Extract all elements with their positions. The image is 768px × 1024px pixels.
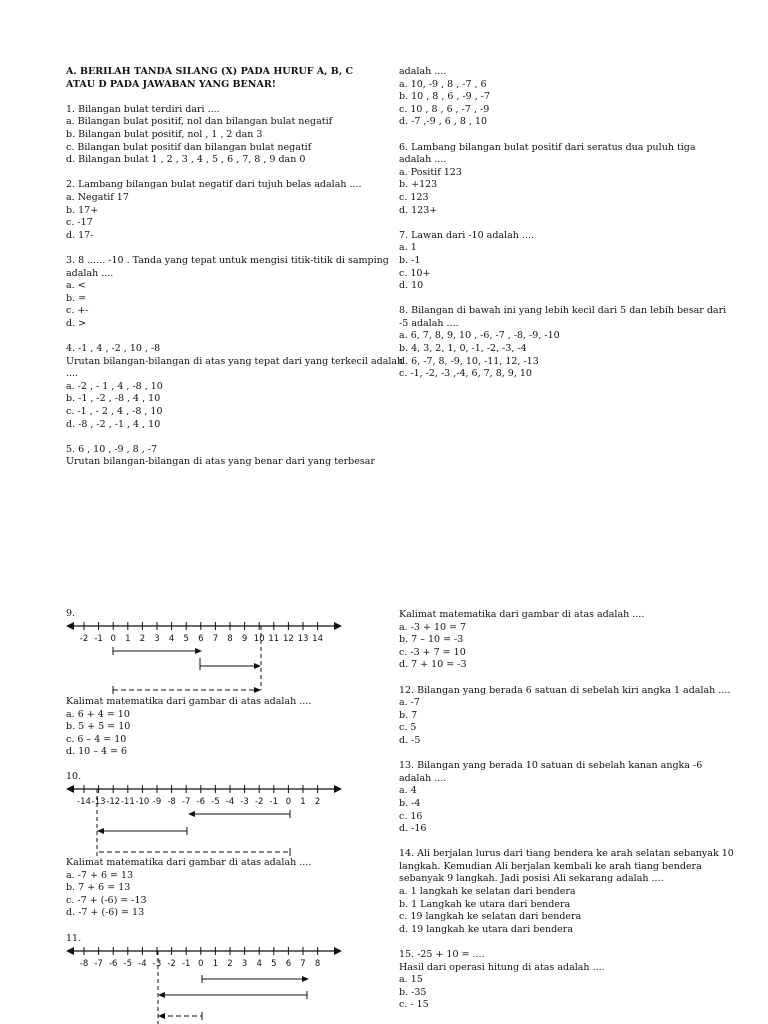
option-b[interactable]: b. 7 – 10 = -3	[399, 634, 464, 646]
tick-label: -13	[91, 797, 106, 807]
option-c[interactable]: c. - 15	[399, 999, 429, 1011]
option-b[interactable]: b. -35	[399, 986, 427, 998]
tick-label: 6	[285, 959, 292, 969]
option-c[interactable]: c. Bilangan bulat positif dan bilangan bulat negatif	[66, 141, 312, 153]
option-c[interactable]: c. -3 + 7 = 10	[399, 646, 466, 658]
question-4	[66, 343, 404, 431]
option-a[interactable]: a. 10, -9 , 8 , -7 , 6	[399, 78, 487, 90]
option-c[interactable]: c. 5	[399, 722, 417, 734]
question-13	[399, 760, 729, 836]
option-a[interactable]: a. 6, 7, 8, 9, 10 , -6, -7 , -8, -9, -10	[399, 330, 560, 342]
option-c[interactable]: c. 19 langkah ke selatan dari bendera	[399, 911, 582, 923]
tick-label: 8	[314, 959, 321, 969]
option-d[interactable]: d. -5	[399, 734, 421, 746]
question-9-label: 9.	[66, 608, 76, 619]
tick-label: -8	[79, 959, 89, 969]
question-7	[399, 230, 719, 293]
option-a[interactable]: a. 15	[399, 974, 423, 986]
option-c[interactable]: c. +-	[66, 305, 89, 317]
question-1	[66, 104, 386, 167]
option-a[interactable]: a. Negatif 17	[66, 191, 129, 203]
tick-label: -11	[120, 797, 135, 807]
tick-label: 10	[253, 634, 265, 644]
option-d[interactable]: d. 123+	[399, 204, 438, 216]
option-a[interactable]: a. Bilangan bulat positif, nol dan bilangan bulat negatif	[66, 116, 333, 128]
question-15-stem: 15. -25 + 10 = ....	[399, 949, 485, 961]
option-a[interactable]: a. -2 , - 1 , 4 , -8 , 10	[66, 380, 163, 392]
question-6	[399, 142, 719, 218]
option-a[interactable]: a. Positif 123	[399, 166, 462, 178]
question-4-stem-dots: ....	[66, 368, 79, 380]
axis-arrow-left	[66, 947, 74, 955]
question-14	[399, 848, 734, 936]
question-1-stem: 1. Bilangan bulat terdiri dari ....	[66, 103, 220, 115]
tick-label: 5	[271, 959, 277, 969]
number-line-11	[66, 943, 346, 1024]
tick-label: 0	[285, 797, 292, 807]
axis-arrow-left	[66, 622, 74, 630]
number-line-10	[66, 781, 346, 859]
arrowhead-2	[158, 992, 165, 998]
question-11-options	[399, 609, 729, 672]
option-d[interactable]: d. -16	[399, 823, 427, 835]
option-c[interactable]: c. 10+	[399, 267, 431, 279]
tick-label: -2	[167, 959, 176, 969]
option-d[interactable]: d. -7 + (-6) = 13	[66, 907, 145, 919]
option-a[interactable]: a. 1	[399, 242, 417, 254]
tick-label: -1	[269, 797, 279, 807]
question-12-stem: 12. Bilangan yang berada 6 satuan di sebelah kiri angka 1 adalah ....	[399, 684, 731, 696]
number-line-9	[66, 618, 346, 696]
axis-arrow-left	[66, 785, 74, 793]
tick-label: -8	[167, 797, 176, 807]
tick-label: 11	[268, 634, 280, 644]
option-b[interactable]: b. Bilangan bulat positif, nol , 1 , 2 dan 3	[66, 128, 263, 140]
option-d[interactable]: d. 17-	[66, 229, 94, 241]
question-10-stem: Kalimat matematika dari gambar di atas adalah ....	[66, 857, 312, 868]
right-column-top	[399, 66, 727, 381]
left-column-top	[66, 66, 404, 469]
option-d[interactable]: d. 10	[399, 280, 424, 292]
tick-label: -10	[135, 797, 150, 807]
question-13-stem: 13. Bilangan yang berada 10 satuan di sebelah kanan angka -6	[399, 760, 703, 772]
tick-label: -5	[211, 797, 220, 807]
arrowhead-1	[188, 811, 195, 817]
question-11-label: 11.	[66, 933, 82, 944]
question-7-stem: 7. Lawan dari -10 adalah ....	[399, 229, 534, 241]
tick-label: -7	[181, 797, 191, 807]
question-5-stem: 5. 6 , 10 , -9 , 8 , -7	[66, 443, 158, 455]
option-b[interactable]: b. 7 + 6 = 13	[66, 882, 131, 894]
tick-label: -4	[138, 959, 147, 969]
arrowhead-2	[97, 828, 104, 834]
option-d[interactable]: d. -8 , -2 , -1 , 4 , 10	[66, 418, 161, 430]
question-10-label: 10.	[66, 771, 82, 782]
axis-arrow-right	[334, 622, 342, 630]
tick-label: 1	[125, 634, 131, 644]
axis-arrow-right	[334, 785, 342, 793]
question-10-options	[66, 857, 311, 920]
option-a[interactable]: a. -7 + 6 = 13	[66, 869, 134, 881]
question-4-stem-cont: Urutan bilangan-bilangan di atas yang tepat dari yang terkecil adalah	[66, 355, 404, 367]
question-5-stem-end: adalah ....	[399, 66, 447, 77]
question-14-stem-cont: langkah. Kemudian Ali berjalan kembali ke arah tiang bendera	[399, 860, 702, 872]
tick-label: -12	[106, 797, 121, 807]
option-d[interactable]: d. 19 langkah ke utara dari bendera	[399, 923, 573, 935]
option-d[interactable]: d. Bilangan bulat 1 , 2 , 3 , 4 , 5 , 6 , 7, 8 , 9 dan 0	[66, 154, 306, 166]
option-b[interactable]: b. +123	[399, 179, 438, 191]
question-14-stem: 14. Ali berjalan lurus dari tiang bendera ke arah selatan sebanyak 10	[399, 848, 734, 860]
option-d[interactable]: d. -7 ,-9 , 6 , 8 , 10	[399, 116, 488, 128]
question-4-stem: 4. -1 , 4 , -2 , 10 , -8	[66, 343, 161, 355]
tick-label: 1	[212, 959, 219, 969]
header-line-2: ATAU D PADA JAWABAN YANG BENAR!	[66, 78, 276, 90]
option-b[interactable]: b. -1 , -2 , -8 , 4 , 10	[66, 393, 161, 405]
tick-label: -6	[108, 959, 118, 969]
tick-label: 3	[154, 634, 160, 644]
question-15-stem-cont: Hasil dari operasi hitung di atas adalah ....	[399, 961, 605, 973]
option-a[interactable]: a. 1 langkah ke selatan dari bendera	[399, 886, 576, 898]
tick-label: 0	[110, 634, 116, 644]
tick-label: -6	[196, 797, 206, 807]
option-b[interactable]: b. 17+	[66, 204, 99, 216]
question-9-stem: Kalimat matematika dari gambar di atas adalah ....	[66, 696, 312, 707]
option-b[interactable]: b. 1 Langkah ke utara dari bendera	[399, 898, 571, 910]
option-c[interactable]: c. -7 + (-6) = -13	[66, 894, 147, 906]
option-b[interactable]: b. 5 + 5 = 10	[66, 721, 131, 733]
tick-label: 4	[168, 634, 175, 644]
question-13-stem-cont: adalah ....	[399, 772, 447, 784]
option-a[interactable]: a. -7	[399, 697, 420, 709]
option-d[interactable]: d. >	[66, 317, 87, 329]
question-3-stem: 3. 8 ...... -10 . Tanda yang tepat untuk mengisi titik-titik di samping	[66, 254, 389, 266]
option-b[interactable]: b. =	[66, 292, 87, 304]
question-5	[66, 444, 386, 469]
option-d[interactable]: d. 6, -7, 8, -9, 10, -11, 12, -13	[399, 355, 539, 367]
tick-label: 13	[297, 634, 309, 644]
option-a[interactable]: a. 6 + 4 = 10	[66, 708, 130, 720]
question-11-stem: Kalimat matematika dari gambar di atas adalah ....	[399, 609, 645, 620]
option-c[interactable]: c. 6 – 4 = 10	[66, 733, 127, 745]
tick-label: -5	[123, 959, 133, 969]
header-line-1: A. BERILAH TANDA SILANG (X) PADA HURUF A, B, C	[66, 66, 353, 77]
question-15	[399, 949, 729, 1012]
question-3	[66, 254, 389, 331]
arrowhead-1	[195, 648, 202, 654]
question-8	[399, 305, 727, 381]
tick-label: 4	[256, 959, 262, 969]
tick-label: -14	[77, 797, 91, 807]
tick-label: 2	[314, 797, 321, 807]
question-8-stem: 8. Bilangan di bawah ini yang lebih kecil dari 5 dan lebih besar dari	[399, 305, 727, 317]
result-arrowhead	[254, 687, 261, 693]
option-c[interactable]: c. -1 , - 2 , 4 , -8 , 10	[66, 406, 163, 418]
question-3-stem-cont: adalah ....	[66, 267, 114, 279]
tick-label: 2	[139, 634, 146, 644]
option-b[interactable]: b. 4, 3, 2, 1, 0, -1, -2, -3, -4	[399, 343, 527, 355]
option-b[interactable]: b. -1	[399, 254, 421, 266]
option-b[interactable]: b. 10 , 8 , 6 , -9 , -7	[399, 91, 491, 103]
tick-label: 12	[282, 634, 294, 644]
tick-label: -1	[181, 959, 191, 969]
result-arrowhead	[158, 1013, 165, 1019]
tick-label: -2	[254, 797, 264, 807]
tick-label: 9	[241, 634, 248, 644]
arrowhead-2	[254, 663, 261, 669]
tick-label: 0	[198, 959, 204, 969]
option-a[interactable]: a. 4	[399, 785, 417, 797]
tick-label: 3	[241, 959, 248, 969]
option-d[interactable]: d. 7 + 10 = -3	[399, 659, 467, 671]
question-6-stem: 6. Lambang bilangan bulat positif dari seratus dua puluh tiga	[399, 141, 696, 153]
option-b[interactable]: b. 7	[399, 709, 418, 721]
option-d[interactable]: d. 10 – 4 = 6	[66, 746, 128, 758]
option-c[interactable]: c. 123	[399, 191, 429, 203]
axis-arrow-right	[334, 947, 342, 955]
tick-label: -1	[94, 634, 103, 644]
tick-label: -2	[79, 634, 89, 644]
question-5-stem-cont: Urutan bilangan-bilangan di atas yang benar dari yang terbesar	[66, 456, 375, 468]
question-6-stem-cont: adalah ....	[399, 154, 447, 166]
arrowhead-1	[302, 976, 309, 982]
tick-label: 14	[312, 634, 324, 644]
tick-label: 1	[300, 797, 306, 807]
tick-label: 7	[212, 634, 219, 644]
option-a[interactable]: a. -3 + 10 = 7	[399, 621, 467, 633]
question-8-stem-cont: -5 adalah ....	[399, 317, 459, 329]
tick-label: 6	[198, 634, 204, 644]
question-5-continued	[399, 66, 719, 129]
tick-label: -3	[152, 959, 162, 969]
tick-label: -3	[240, 797, 249, 807]
question-2-stem: 2. Lambang bilangan bulat negatif dari tujuh belas adalah ....	[66, 179, 362, 191]
question-14-stem-end: sebanyak 9 langkah. Jadi posisi Ali sekarang adalah ....	[399, 873, 664, 885]
option-c[interactable]: c. 16	[399, 810, 423, 822]
tick-label: 5	[183, 634, 189, 644]
tick-label: 7	[300, 959, 306, 969]
option-b[interactable]: b. -4	[399, 797, 421, 809]
right-column-bottom	[399, 609, 734, 1012]
question-9-options	[66, 696, 311, 759]
tick-label: 2	[227, 959, 233, 969]
option-a[interactable]: a. <	[66, 280, 86, 292]
tick-label: 8	[227, 634, 233, 644]
option-c[interactable]: c. 10 , 8 , 6 , -7 , -9	[399, 103, 490, 115]
tick-label: -4	[225, 797, 235, 807]
tick-label: -9	[152, 797, 162, 807]
option-c[interactable]: c. -17	[66, 217, 93, 229]
question-12	[399, 685, 729, 748]
question-2	[66, 179, 386, 242]
option-c[interactable]: c. -1, -2, -3 ,-4, 6, 7, 8, 9, 10	[399, 368, 532, 380]
tick-label: -7	[94, 959, 103, 969]
